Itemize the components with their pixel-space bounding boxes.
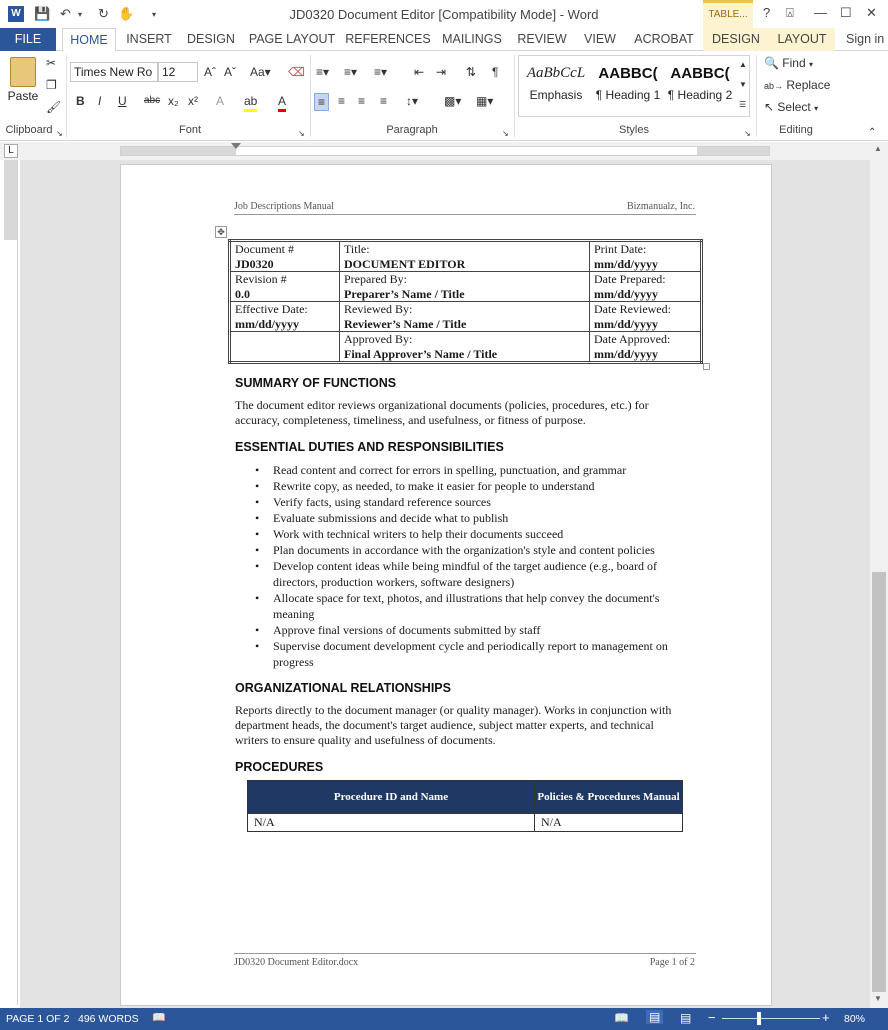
styles-scroll-up-icon[interactable]: ▲: [739, 60, 747, 69]
save-icon[interactable]: 💾: [34, 6, 51, 21]
table-resize-handle-icon[interactable]: [703, 363, 710, 370]
select-button[interactable]: [764, 99, 818, 117]
copy-icon[interactable]: ❐: [46, 78, 57, 92]
read-mode-icon[interactable]: 📖: [614, 1011, 629, 1025]
table-cell[interactable]: [340, 302, 590, 332]
vertical-ruler[interactable]: [4, 160, 18, 1005]
text-effects-icon[interactable]: A: [216, 94, 225, 108]
cell-value: mm/dd/yyyy: [594, 256, 659, 271]
footer-right: Page 1 of 2: [649, 957, 695, 968]
title-bar: [0, 0, 888, 28]
procedures-heading: PROCEDURES: [235, 760, 324, 774]
word-app-icon[interactable]: W: [8, 6, 24, 22]
clear-formatting-icon[interactable]: ⌫: [288, 65, 305, 79]
org-heading: ORGANIZATIONAL RELATIONSHIPS: [235, 681, 451, 695]
numbering-icon[interactable]: ≡▾: [344, 65, 358, 79]
ribbon-home: [0, 51, 888, 141]
header-rule: [234, 214, 696, 215]
help-button[interactable]: ?: [763, 5, 771, 20]
cell-value: mm/dd/yyyy: [594, 286, 659, 301]
list-item: • Rewrite copy, as needed, to make it easier for people to understand: [253, 478, 698, 494]
page-count[interactable]: PAGE 1 OF 2: [6, 1013, 70, 1025]
close-button[interactable]: ✕: [866, 5, 877, 20]
group-divider: [514, 55, 515, 137]
decrease-indent-icon[interactable]: ⇤: [414, 65, 425, 79]
table-tools-label: TABLE...: [703, 0, 753, 28]
chevron-down-icon: ▾: [808, 60, 813, 69]
list-item: • Develop content ideas while being mindful of the target audience (e.g., board of directors, production workers, software designers): [253, 558, 698, 590]
indent-marker-icon[interactable]: [231, 143, 241, 157]
undo-icon[interactable]: ↶: [60, 6, 71, 21]
table-cell[interactable]: [590, 272, 702, 302]
font-size-select[interactable]: 12: [158, 62, 198, 82]
footer-left: JD0320 Document Editor.docx: [234, 957, 359, 968]
scrollbar-thumb[interactable]: [872, 572, 886, 992]
group-divider: [310, 55, 311, 137]
list-item: • Approve final versions of documents submitted by staff: [253, 622, 698, 638]
list-item: • Evaluate submissions and decide what to publish: [253, 510, 698, 526]
cell-value: mm/dd/yyyy: [594, 346, 659, 361]
zoom-in-icon[interactable]: +: [822, 1010, 830, 1025]
tab-insert[interactable]: INSERT: [126, 32, 172, 46]
summary-heading: SUMMARY OF FUNCTIONS: [235, 376, 397, 390]
tab-selector-icon[interactable]: L: [4, 144, 18, 158]
align-left-icon[interactable]: ≡: [314, 93, 329, 111]
footer-rule: [234, 953, 696, 954]
horizontal-ruler[interactable]: [120, 146, 770, 156]
tab-page-layout[interactable]: PAGE LAYOUT: [248, 32, 336, 46]
shading-icon[interactable]: ▩▾: [444, 94, 462, 108]
cell-label: Document #: [235, 242, 294, 256]
table-cell[interactable]: [340, 241, 590, 272]
style-name: ¶ Heading 2: [667, 88, 733, 102]
font-group-label: Font: [178, 124, 201, 136]
document-area: [20, 160, 870, 1008]
cell-value: mm/dd/yyyy: [235, 316, 300, 331]
style-name: Emphasis: [529, 88, 583, 102]
paste-button[interactable]: [6, 55, 40, 115]
list-item: • Verify facts, using standard reference sources: [253, 494, 698, 510]
zoom-slider[interactable]: [722, 1018, 820, 1019]
tab-acrobat[interactable]: ACROBAT: [634, 32, 694, 46]
cell-label: Approved By:: [344, 332, 413, 346]
table-row: [230, 332, 702, 363]
cut-icon[interactable]: ✂: [46, 56, 57, 70]
tab-file[interactable]: FILE: [0, 28, 56, 51]
bold-icon[interactable]: B: [76, 94, 85, 108]
styles-group-label: Styles: [619, 124, 649, 136]
cell-label: Date Prepared:: [594, 272, 666, 286]
bullets-icon[interactable]: ≡▾: [316, 65, 330, 79]
list-item: • Allocate space for text, photos, and illustrations that help convey the document's meaning: [253, 590, 698, 622]
table-cell[interactable]: [230, 272, 340, 302]
document-page[interactable]: [120, 164, 772, 1006]
table-row: [230, 272, 702, 302]
tab-references[interactable]: REFERENCES: [345, 32, 431, 46]
cell-label: Print Date:: [594, 242, 647, 256]
touch-mode-icon[interactable]: ✋: [118, 6, 135, 21]
styles-launcher-icon[interactable]: ↘: [744, 129, 751, 138]
strikethrough-icon[interactable]: abc: [144, 95, 161, 106]
tab-review[interactable]: REVIEW: [517, 32, 567, 46]
show-formatting-icon[interactable]: ¶: [492, 65, 499, 79]
cell-label: Prepared By:: [344, 272, 407, 286]
word-count[interactable]: 496 WORDS: [78, 1013, 139, 1025]
justify-icon[interactable]: ≡: [380, 94, 388, 108]
cell-value: JD0320: [235, 256, 274, 271]
cell-label: Date Approved:: [594, 332, 671, 346]
chevron-down-icon: ▾: [814, 104, 819, 113]
zoom-level[interactable]: 80%: [844, 1013, 866, 1025]
ribbon-tabs: [0, 28, 888, 51]
clipboard-launcher-icon[interactable]: ↘: [56, 129, 63, 138]
table-header-cell[interactable]: Procedure ID and Name: [248, 781, 535, 814]
style-heading-1[interactable]: [592, 55, 664, 115]
duties-heading: ESSENTIAL DUTIES AND RESPONSIBILITIES: [235, 440, 504, 454]
maximize-button[interactable]: ☐: [840, 5, 852, 20]
cell-value: Final Approver’s Name / Title: [344, 346, 498, 361]
cell-value: Preparer’s Name / Title: [344, 286, 465, 301]
multilevel-list-icon[interactable]: ≡▾: [374, 65, 388, 79]
org-text: Reports directly to the document manager (or quality manager). Works in conjunction with department heads, the document's target audience, subject matter experts, and technical writers to ensure quality and usefulness of documents.: [235, 703, 672, 747]
table-cell[interactable]: [590, 302, 702, 332]
cell-label: Title:: [344, 242, 370, 256]
table-cell[interactable]: [340, 332, 590, 363]
table-cell[interactable]: N/A: [248, 814, 535, 832]
tab-design[interactable]: DESIGN: [187, 32, 235, 46]
customize-toolbar-icon[interactable]: ▾: [152, 10, 157, 19]
table-cell[interactable]: [340, 272, 590, 302]
undo-dropdown-icon[interactable]: ▾: [78, 10, 83, 19]
paste-label: Paste: [7, 89, 39, 103]
tab-table-design[interactable]: DESIGN: [703, 28, 769, 51]
tab-view[interactable]: VIEW: [584, 32, 616, 46]
clipboard-icon: [10, 57, 36, 87]
tab-mailings[interactable]: MAILINGS: [442, 32, 502, 46]
cell-value: 0.0: [235, 286, 250, 301]
increase-indent-icon[interactable]: ⇥: [436, 65, 447, 79]
redo-icon[interactable]: ↻: [98, 6, 109, 21]
find-button[interactable]: [764, 55, 813, 73]
list-item: • Work with technical writers to help their documents succeed: [253, 526, 698, 542]
group-divider: [66, 55, 67, 137]
change-case-icon[interactable]: Aa▾: [250, 65, 271, 79]
find-label: Find: [782, 56, 806, 70]
clipboard-group-label: Clipboard: [5, 124, 53, 136]
zoom-out-icon[interactable]: −: [708, 1010, 716, 1025]
vertical-scrollbar[interactable]: [870, 142, 888, 1008]
table-cell[interactable]: [230, 332, 340, 363]
ruler-margin-top: [4, 160, 17, 240]
print-layout-icon[interactable]: ▤: [646, 1010, 663, 1024]
cell-value: Reviewer’s Name / Title: [344, 316, 467, 331]
line-spacing-icon[interactable]: ↕▾: [406, 94, 419, 108]
cell-label: Date Reviewed:: [594, 302, 671, 316]
collapse-ribbon-icon[interactable]: ⌃: [868, 127, 877, 138]
zoom-slider-thumb[interactable]: [757, 1012, 761, 1025]
proofing-icon[interactable]: 📖: [152, 1012, 166, 1024]
borders-icon[interactable]: ▦▾: [476, 94, 494, 108]
table-cell[interactable]: N/A: [535, 814, 683, 832]
header-right: Bizmanualz, Inc.: [626, 201, 695, 212]
table-row: [230, 241, 702, 272]
sort-icon[interactable]: ⇅: [466, 65, 477, 79]
style-name: ¶ Heading 1: [595, 88, 661, 102]
scroll-up-icon[interactable]: ▲: [874, 144, 882, 153]
tab-home[interactable]: HOME: [62, 28, 116, 52]
table-header-row: [248, 781, 683, 814]
table-header-cell[interactable]: Policies & Procedures Manual: [535, 781, 683, 814]
select-label: Select: [777, 100, 811, 114]
table-row: [248, 814, 683, 832]
procedures-table[interactable]: [247, 780, 683, 832]
styles-more-icon[interactable]: ☰: [739, 100, 747, 109]
ruler-margin-left: [121, 147, 236, 155]
superscript-icon[interactable]: x²: [188, 94, 198, 108]
cell-label: Reviewed By:: [344, 302, 413, 316]
style-preview: AaBbCcL: [526, 65, 586, 81]
replace-button[interactable]: [764, 77, 830, 94]
style-preview: AABBC(: [670, 65, 730, 82]
font-color-icon[interactable]: A: [278, 93, 286, 112]
window-title: JD0320 Document Editor [Compatibility Mode] - Word: [289, 7, 599, 22]
format-painter-icon[interactable]: 🖌: [46, 100, 62, 114]
paragraph-launcher-icon[interactable]: ↘: [502, 129, 509, 138]
style-emphasis[interactable]: [520, 55, 592, 115]
cell-value: mm/dd/yyyy: [594, 316, 659, 331]
styles-scroll-down-icon[interactable]: ▼: [739, 80, 747, 89]
table-cell[interactable]: [230, 241, 340, 272]
grow-font-icon[interactable]: Aˆ: [204, 65, 216, 79]
list-item: • Plan documents in accordance with the organization's style and content policies: [253, 542, 698, 558]
replace-icon: ab→: [764, 81, 784, 91]
underline-icon[interactable]: U: [118, 94, 127, 108]
sign-in-link[interactable]: Sign in: [846, 32, 885, 46]
editing-group-label: Editing: [779, 124, 813, 136]
style-preview: AABBC(: [598, 65, 658, 82]
align-center-icon[interactable]: ≡: [338, 94, 346, 108]
table-cell[interactable]: [590, 241, 702, 272]
web-layout-icon[interactable]: ▤: [680, 1011, 692, 1025]
cell-label: Revision #: [235, 272, 287, 286]
style-heading-2[interactable]: [664, 55, 736, 115]
status-bar: [0, 1008, 888, 1030]
cell-label: Effective Date:: [235, 302, 308, 316]
scroll-down-icon[interactable]: ▼: [874, 994, 882, 1003]
font-name-select[interactable]: Times New Ro: [70, 62, 158, 82]
duties-list: [253, 462, 698, 670]
tab-table-layout[interactable]: LAYOUT: [769, 28, 835, 51]
table-row: [230, 302, 702, 332]
italic-icon[interactable]: I: [98, 94, 102, 108]
table-cell[interactable]: [230, 302, 340, 332]
document-info-table[interactable]: [228, 239, 703, 364]
list-item: • Read content and correct for errors in spelling, punctuation, and grammar: [253, 462, 698, 478]
highlight-icon[interactable]: ab: [244, 93, 257, 112]
ruler-margin-right: [697, 147, 769, 155]
list-item: • Supervise document development cycle and periodically report to management on progress: [253, 638, 698, 670]
binoculars-icon: 🔍: [764, 56, 779, 70]
subscript-icon[interactable]: x₂: [168, 94, 179, 108]
paragraph-group-label: Paragraph: [386, 124, 438, 136]
replace-label: Replace: [786, 78, 831, 92]
table-cell[interactable]: [590, 332, 702, 363]
summary-text: The document editor reviews organizational documents (policies, procedures, etc.) for accuracy, completeness, timeliness, and usefulness, or fitness of purpose.: [235, 398, 649, 427]
font-launcher-icon[interactable]: ↘: [298, 129, 305, 138]
shrink-font-icon[interactable]: Aˇ: [224, 65, 236, 79]
align-right-icon[interactable]: ≡: [358, 94, 366, 108]
ribbon-display-button[interactable]: ⍓: [786, 5, 794, 20]
cursor-icon: ↖: [764, 100, 775, 114]
cell-value: DOCUMENT EDITOR: [344, 256, 466, 271]
minimize-button[interactable]: —: [814, 5, 827, 20]
header-left: Job Descriptions Manual: [234, 201, 334, 212]
table-move-handle-icon[interactable]: ✥: [215, 226, 227, 238]
